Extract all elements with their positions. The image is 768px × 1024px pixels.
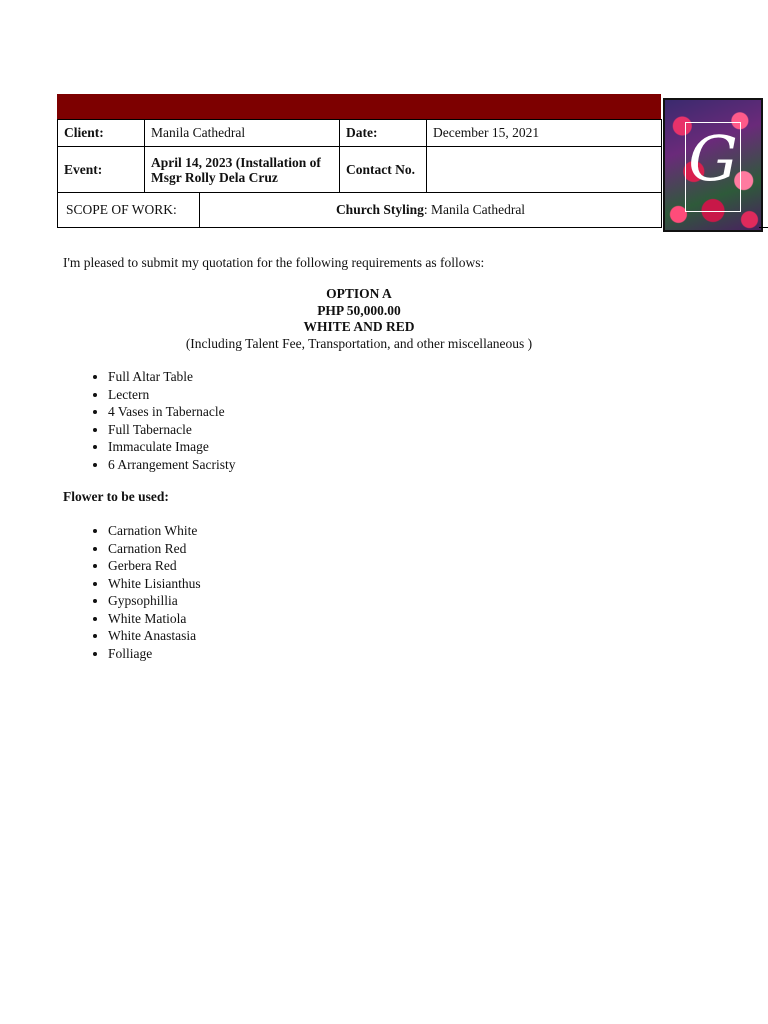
list-item: • Full Tabernacle (108, 421, 235, 439)
list-item: • White Matiola (108, 610, 201, 628)
list-item: • Gerbera Red (108, 557, 201, 575)
date-label: Date: (340, 120, 427, 147)
option-block (57, 286, 661, 352)
option-note: (Including Talent Fee, Transportation, and other miscellaneous ) (185, 335, 533, 351)
list-item: • 6 Arrangement Sacristy (108, 456, 235, 474)
option-title: OPTION A (326, 286, 392, 301)
list-item: • Gypsophillia (108, 592, 201, 610)
flowers-title: Flower to be used: (63, 489, 169, 504)
logo-letter: G (688, 122, 738, 195)
scope-label: SCOPE OF WORK: (58, 193, 200, 228)
scope-table (57, 192, 662, 228)
client-value: Manila Cathedral (145, 120, 340, 147)
scope-value-rest: : Manila Cathedral (423, 202, 526, 217)
list-item: • Carnation Red (108, 540, 201, 558)
option-price: PHP 50,000.00 (317, 302, 401, 318)
event-value (145, 147, 340, 193)
list-item: • 4 Vases in Tabernacle (108, 403, 235, 421)
contact-value (427, 147, 662, 193)
scope-value (200, 193, 662, 228)
list-item: • Carnation White (108, 522, 201, 540)
list-item: • Lectern (108, 386, 235, 404)
header-bar (57, 94, 661, 119)
list-item: • Folliage (108, 645, 201, 663)
divider (759, 227, 768, 228)
client-info-table (57, 119, 662, 193)
list-item: • Immaculate Image (108, 438, 235, 456)
event-value-line1: April 14, 2023 (Installation of (151, 154, 321, 170)
client-label: Client: (58, 120, 145, 147)
logo-image (663, 98, 763, 232)
flowers-list (63, 522, 201, 662)
intro-text: I'm pleased to submit my quotation for the following requirements as follows: (63, 255, 485, 270)
contact-label: Contact No. (340, 147, 427, 193)
list-item: • Full Altar Table (108, 368, 235, 386)
event-value-line2: Msgr Rolly Dela Cruz (151, 169, 278, 185)
list-item: • White Anastasia (108, 627, 201, 645)
date-value: December 15, 2021 (427, 120, 662, 147)
option-theme: WHITE AND RED (303, 319, 415, 334)
list-item: • White Lisianthus (108, 575, 201, 593)
scope-value-bold: Church Styling (335, 202, 424, 217)
requirements-list (63, 368, 235, 473)
event-label: Event: (58, 147, 145, 193)
